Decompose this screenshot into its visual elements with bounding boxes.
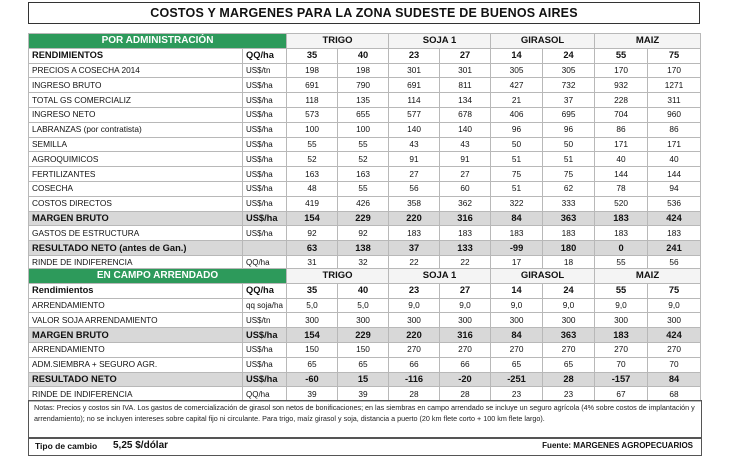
- value-cell: 732: [543, 78, 595, 93]
- value-cell: -116: [389, 372, 440, 387]
- value-cell: 691: [287, 78, 338, 93]
- row-unit: QQ/ha: [243, 387, 287, 402]
- value-cell: 55: [338, 137, 389, 152]
- value-cell: 691: [389, 78, 440, 93]
- value-cell: 78: [595, 181, 648, 196]
- crop-header: GIRASOL: [491, 269, 595, 284]
- table-row: [29, 48, 701, 63]
- value-cell: 86: [648, 122, 701, 137]
- value-cell: 51: [491, 181, 543, 196]
- value-cell: 140: [440, 122, 491, 137]
- value-cell: 322: [491, 196, 543, 211]
- value-cell: 100: [338, 122, 389, 137]
- value-cell: 301: [440, 63, 491, 78]
- value-cell: 300: [595, 313, 648, 328]
- value-cell: 9,0: [440, 298, 491, 313]
- value-cell: 144: [648, 167, 701, 182]
- value-cell: 28: [440, 387, 491, 402]
- value-cell: 96: [491, 122, 543, 137]
- row-unit: US$/ha: [243, 122, 287, 137]
- value-cell: 21: [491, 93, 543, 108]
- row-unit: US$/ha: [243, 357, 287, 372]
- value-cell: 23: [389, 48, 440, 63]
- row-label: RESULTADO NETO: [29, 372, 243, 387]
- table-row: [29, 107, 701, 122]
- row-unit: US$/ha: [243, 137, 287, 152]
- value-cell: 31: [287, 255, 338, 270]
- value-cell: 301: [389, 63, 440, 78]
- value-cell: 406: [491, 107, 543, 122]
- value-cell: 27: [440, 283, 491, 298]
- row-label: SEMILLA: [29, 137, 243, 152]
- table-row: [29, 357, 701, 372]
- row-label: VALOR SOJA ARRENDAMIENTO: [29, 313, 243, 328]
- row-unit: US$/ha: [243, 328, 287, 343]
- value-cell: 5,0: [287, 298, 338, 313]
- value-cell: 91: [389, 152, 440, 167]
- row-label: RINDE DE INDIFERENCIA: [29, 255, 243, 270]
- table-row: [29, 167, 701, 182]
- value-cell: 84: [491, 328, 543, 343]
- value-cell: 144: [595, 167, 648, 182]
- row-unit: US$/ha: [243, 167, 287, 182]
- value-cell: 0: [595, 241, 648, 256]
- table-row: [29, 372, 701, 387]
- value-cell: 23: [491, 387, 543, 402]
- value-cell: 183: [595, 226, 648, 241]
- section-header: POR ADMINISTRACIÓN: [29, 34, 287, 49]
- value-cell: 37: [543, 93, 595, 108]
- table-row: [29, 283, 701, 298]
- value-cell: -60: [287, 372, 338, 387]
- value-cell: 170: [595, 63, 648, 78]
- value-cell: 92: [287, 226, 338, 241]
- value-cell: 300: [491, 313, 543, 328]
- value-cell: 40: [648, 152, 701, 167]
- crop-header: SOJA 1: [389, 269, 491, 284]
- section-header: EN CAMPO ARRENDADO: [29, 269, 287, 284]
- value-cell: 363: [543, 211, 595, 226]
- value-cell: 75: [648, 48, 701, 63]
- source-credit: Fuente: MARGENES AGROPECUARIOS: [542, 441, 693, 450]
- row-label: RINDE DE INDIFERENCIA: [29, 387, 243, 402]
- value-cell: 27: [440, 48, 491, 63]
- value-cell: 9,0: [389, 298, 440, 313]
- value-cell: 94: [648, 181, 701, 196]
- row-label: PRECIOS A COSECHA 2014: [29, 63, 243, 78]
- value-cell: 68: [648, 387, 701, 402]
- notes-box: Notas: Precios y costos sin IVA. Los gastos de comercialización de girasol son netos de bonificaciones; en las siembras en campo arrendado se incluye un seguro agrícola (4% sobre costos de implantación y arrendamiento); no se incluyen intereses sobre capital fijo ni circulante. Para trigo, maíz girasol y soja, distancia a puerto (20 km flete corto + 100 km flete largo).: [28, 400, 702, 438]
- row-label: LABRANZAS (por contratista): [29, 122, 243, 137]
- value-cell: 183: [491, 226, 543, 241]
- value-cell: 311: [648, 93, 701, 108]
- value-cell: 63: [287, 241, 338, 256]
- value-cell: 23: [389, 283, 440, 298]
- row-unit: QQ/ha: [243, 283, 287, 298]
- value-cell: 171: [648, 137, 701, 152]
- value-cell: 15: [338, 372, 389, 387]
- exchange-rate-label: Tipo de cambio: [35, 441, 98, 451]
- value-cell: 300: [287, 313, 338, 328]
- value-cell: 17: [491, 255, 543, 270]
- value-cell: 419: [287, 196, 338, 211]
- value-cell: 154: [287, 328, 338, 343]
- row-unit: US$/ha: [243, 372, 287, 387]
- value-cell: 22: [440, 255, 491, 270]
- row-label: COSTOS DIRECTOS: [29, 196, 243, 211]
- value-cell: 695: [543, 107, 595, 122]
- value-cell: 932: [595, 78, 648, 93]
- value-cell: 14: [491, 48, 543, 63]
- value-cell: 28: [543, 372, 595, 387]
- value-cell: 198: [338, 63, 389, 78]
- row-label: TOTAL GS COMERCIALIZ: [29, 93, 243, 108]
- value-cell: 22: [389, 255, 440, 270]
- table-row: [29, 211, 701, 226]
- value-cell: 960: [648, 107, 701, 122]
- table-row: [29, 93, 701, 108]
- row-unit: US$/ha: [243, 93, 287, 108]
- table-row: [29, 328, 701, 343]
- value-cell: 150: [338, 342, 389, 357]
- value-cell: 70: [648, 357, 701, 372]
- value-cell: 24: [543, 48, 595, 63]
- value-cell: 135: [338, 93, 389, 108]
- value-cell: 1271: [648, 78, 701, 93]
- table-row: [29, 152, 701, 167]
- value-cell: 577: [389, 107, 440, 122]
- table-row: [29, 196, 701, 211]
- value-cell: 23: [543, 387, 595, 402]
- value-cell: 5,0: [338, 298, 389, 313]
- value-cell: 229: [338, 328, 389, 343]
- value-cell: 32: [338, 255, 389, 270]
- row-unit: US$/ha: [243, 211, 287, 226]
- report-page: [28, 2, 700, 458]
- row-unit: US$/ha: [243, 196, 287, 211]
- value-cell: 270: [595, 342, 648, 357]
- value-cell: 51: [491, 152, 543, 167]
- value-cell: 536: [648, 196, 701, 211]
- row-unit: US$/ha: [243, 342, 287, 357]
- value-cell: 40: [595, 152, 648, 167]
- value-cell: 790: [338, 78, 389, 93]
- row-unit: US$/tn: [243, 313, 287, 328]
- value-cell: 678: [440, 107, 491, 122]
- table-row: [29, 342, 701, 357]
- table-row: [29, 241, 701, 256]
- value-cell: 27: [440, 167, 491, 182]
- value-cell: 426: [338, 196, 389, 211]
- value-cell: 48: [287, 181, 338, 196]
- crop-header: TRIGO: [287, 269, 389, 284]
- value-cell: 229: [338, 211, 389, 226]
- value-cell: 811: [440, 78, 491, 93]
- value-cell: 96: [543, 122, 595, 137]
- value-cell: 163: [338, 167, 389, 182]
- value-cell: 75: [491, 167, 543, 182]
- value-cell: 134: [440, 93, 491, 108]
- row-label: ARRENDAMIENTO: [29, 342, 243, 357]
- value-cell: 424: [648, 211, 701, 226]
- value-cell: 170: [648, 63, 701, 78]
- table-row: [29, 226, 701, 241]
- header-row: [29, 34, 701, 49]
- value-cell: 65: [338, 357, 389, 372]
- value-cell: 118: [287, 93, 338, 108]
- table-row: [29, 181, 701, 196]
- row-unit: US$/ha: [243, 107, 287, 122]
- value-cell: 56: [648, 255, 701, 270]
- value-cell: 9,0: [595, 298, 648, 313]
- value-cell: 316: [440, 328, 491, 343]
- value-cell: 39: [287, 387, 338, 402]
- row-label: FERTILIZANTES: [29, 167, 243, 182]
- value-cell: 358: [389, 196, 440, 211]
- table-row: [29, 313, 701, 328]
- page-title: COSTOS Y MARGENES PARA LA ZONA SUDESTE DE BUENOS AIRES: [28, 2, 700, 24]
- row-label: RESULTADO NETO (antes de Gan.): [29, 241, 243, 256]
- value-cell: 133: [440, 241, 491, 256]
- row-label: ADM.SIEMBRA + SEGURO AGR.: [29, 357, 243, 372]
- value-cell: 56: [389, 181, 440, 196]
- value-cell: -20: [440, 372, 491, 387]
- value-cell: 300: [543, 313, 595, 328]
- value-cell: -99: [491, 241, 543, 256]
- value-cell: 40: [338, 48, 389, 63]
- crop-header: GIRASOL: [491, 34, 595, 49]
- value-cell: 140: [389, 122, 440, 137]
- value-cell: 66: [440, 357, 491, 372]
- row-label: RENDIMIENTOS: [29, 48, 243, 63]
- value-cell: 333: [543, 196, 595, 211]
- value-cell: 18: [543, 255, 595, 270]
- value-cell: 55: [595, 255, 648, 270]
- value-cell: 84: [491, 211, 543, 226]
- value-cell: 183: [389, 226, 440, 241]
- row-label: Rendimientos: [29, 283, 243, 298]
- value-cell: 704: [595, 107, 648, 122]
- value-cell: 183: [595, 328, 648, 343]
- value-cell: 270: [543, 342, 595, 357]
- value-cell: 573: [287, 107, 338, 122]
- value-cell: 92: [338, 226, 389, 241]
- table-row: [29, 63, 701, 78]
- row-label: INGRESO NETO: [29, 107, 243, 122]
- value-cell: 40: [338, 283, 389, 298]
- footer-bar: [28, 438, 702, 456]
- crop-header: MAIZ: [595, 34, 701, 49]
- value-cell: 362: [440, 196, 491, 211]
- value-cell: 270: [389, 342, 440, 357]
- exchange-rate-value: 5,25 $/dólar: [113, 440, 169, 451]
- value-cell: 183: [543, 226, 595, 241]
- value-cell: 39: [338, 387, 389, 402]
- crop-header: TRIGO: [287, 34, 389, 49]
- value-cell: -157: [595, 372, 648, 387]
- value-cell: 427: [491, 78, 543, 93]
- value-cell: 50: [491, 137, 543, 152]
- value-cell: 65: [543, 357, 595, 372]
- header-row: [29, 269, 701, 284]
- row-unit: US$/ha: [243, 78, 287, 93]
- value-cell: 43: [440, 137, 491, 152]
- value-cell: 75: [648, 283, 701, 298]
- value-cell: 65: [491, 357, 543, 372]
- value-cell: 55: [338, 181, 389, 196]
- value-cell: 14: [491, 283, 543, 298]
- row-label: COSECHA: [29, 181, 243, 196]
- value-cell: 35: [287, 48, 338, 63]
- value-cell: 305: [543, 63, 595, 78]
- value-cell: 363: [543, 328, 595, 343]
- value-cell: 60: [440, 181, 491, 196]
- value-cell: 300: [389, 313, 440, 328]
- value-cell: 163: [287, 167, 338, 182]
- row-unit: [243, 241, 287, 256]
- table-por-administracion: [28, 33, 701, 271]
- value-cell: 183: [440, 226, 491, 241]
- crop-header: SOJA 1: [389, 34, 491, 49]
- value-cell: 75: [543, 167, 595, 182]
- value-cell: 70: [595, 357, 648, 372]
- table-row: [29, 122, 701, 137]
- row-label: MARGEN BRUTO: [29, 211, 243, 226]
- row-unit: QQ/ha: [243, 255, 287, 270]
- value-cell: 100: [287, 122, 338, 137]
- value-cell: 51: [543, 152, 595, 167]
- value-cell: 305: [491, 63, 543, 78]
- value-cell: 55: [595, 48, 648, 63]
- value-cell: 52: [338, 152, 389, 167]
- value-cell: 28: [389, 387, 440, 402]
- value-cell: 50: [543, 137, 595, 152]
- crop-header: MAIZ: [595, 269, 701, 284]
- table-campo-arrendado: [28, 268, 701, 402]
- value-cell: 180: [543, 241, 595, 256]
- value-cell: 300: [648, 313, 701, 328]
- row-label: MARGEN BRUTO: [29, 328, 243, 343]
- value-cell: 66: [389, 357, 440, 372]
- value-cell: 138: [338, 241, 389, 256]
- value-cell: 183: [648, 226, 701, 241]
- value-cell: 9,0: [648, 298, 701, 313]
- value-cell: 65: [287, 357, 338, 372]
- value-cell: 198: [287, 63, 338, 78]
- value-cell: 86: [595, 122, 648, 137]
- row-label: GASTOS DE ESTRUCTURA: [29, 226, 243, 241]
- row-unit: QQ/ha: [243, 48, 287, 63]
- value-cell: 9,0: [543, 298, 595, 313]
- value-cell: 35: [287, 283, 338, 298]
- table-row: [29, 298, 701, 313]
- value-cell: 52: [287, 152, 338, 167]
- row-unit: US$/tn: [243, 63, 287, 78]
- value-cell: 9,0: [491, 298, 543, 313]
- value-cell: 150: [287, 342, 338, 357]
- table-row: [29, 137, 701, 152]
- value-cell: 84: [648, 372, 701, 387]
- value-cell: 37: [389, 241, 440, 256]
- value-cell: 55: [287, 137, 338, 152]
- value-cell: 228: [595, 93, 648, 108]
- value-cell: 27: [389, 167, 440, 182]
- row-unit: qq soja/ha: [243, 298, 287, 313]
- row-label: ARRENDAMIENTO: [29, 298, 243, 313]
- value-cell: 67: [595, 387, 648, 402]
- row-label: INGRESO BRUTO: [29, 78, 243, 93]
- value-cell: 270: [491, 342, 543, 357]
- value-cell: 270: [440, 342, 491, 357]
- value-cell: 24: [543, 283, 595, 298]
- value-cell: 300: [440, 313, 491, 328]
- value-cell: 316: [440, 211, 491, 226]
- value-cell: 55: [595, 283, 648, 298]
- row-unit: US$/ha: [243, 152, 287, 167]
- value-cell: 91: [440, 152, 491, 167]
- value-cell: 62: [543, 181, 595, 196]
- value-cell: 220: [389, 211, 440, 226]
- value-cell: 154: [287, 211, 338, 226]
- value-cell: 183: [595, 211, 648, 226]
- value-cell: 114: [389, 93, 440, 108]
- value-cell: 270: [648, 342, 701, 357]
- row-unit: US$/ha: [243, 181, 287, 196]
- value-cell: 171: [595, 137, 648, 152]
- row-label: AGROQUIMICOS: [29, 152, 243, 167]
- value-cell: 424: [648, 328, 701, 343]
- value-cell: -251: [491, 372, 543, 387]
- value-cell: 655: [338, 107, 389, 122]
- table-row: [29, 78, 701, 93]
- value-cell: 220: [389, 328, 440, 343]
- value-cell: 520: [595, 196, 648, 211]
- value-cell: 300: [338, 313, 389, 328]
- row-unit: US$/ha: [243, 226, 287, 241]
- value-cell: 241: [648, 241, 701, 256]
- value-cell: 43: [389, 137, 440, 152]
